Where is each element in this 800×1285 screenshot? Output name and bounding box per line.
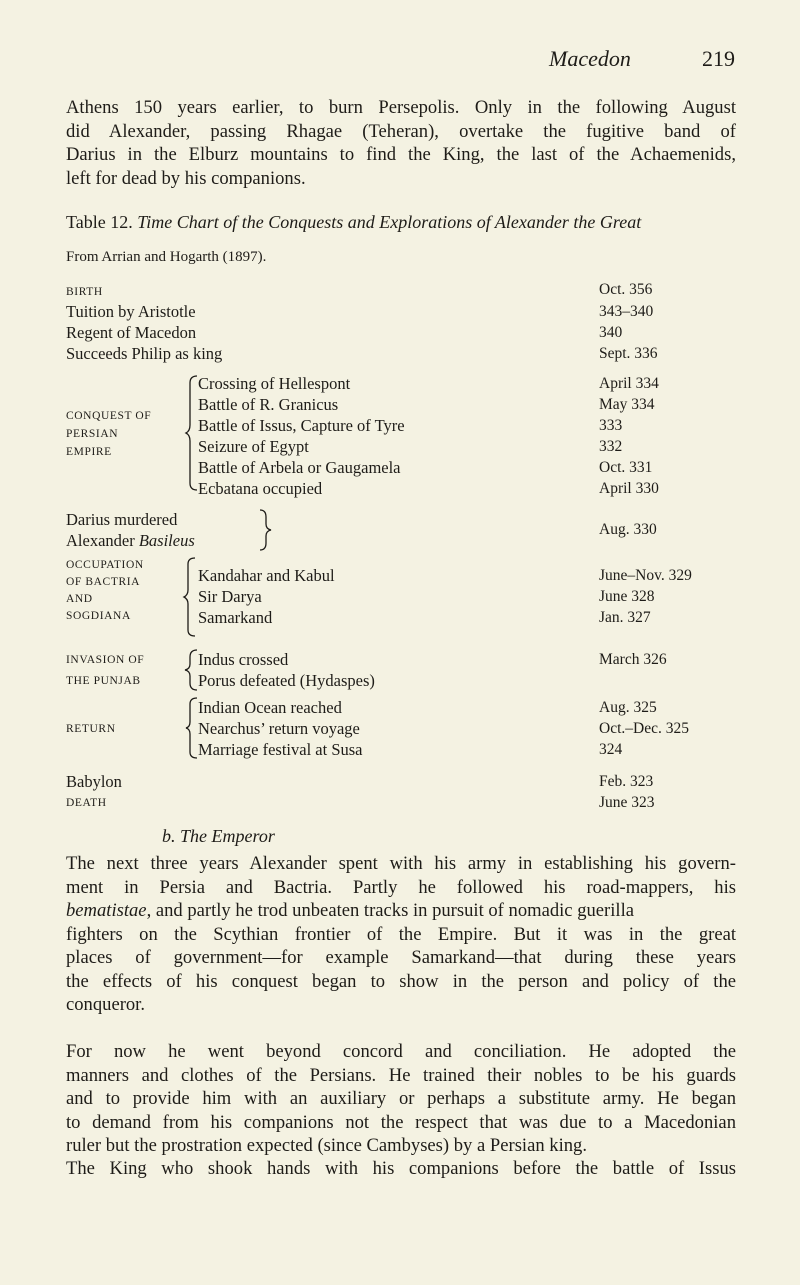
- brace-bactria: [184, 556, 198, 638]
- event-label: Kandahar and Kabul: [198, 566, 335, 585]
- row-succeeds-date: Sept. 336: [599, 345, 658, 362]
- text-line: and to provide him with an auxiliary or perhaps a substitute army. He began: [66, 1088, 736, 1109]
- text-line: fighters on the Scythian frontier of the Empire. But it was in the great: [66, 923, 736, 945]
- text-line: Athens 150 years earlier, to burn Persepolis. Only in the following August: [66, 97, 736, 118]
- event-label: Battle of R. Granicus: [198, 395, 339, 414]
- row-babylon-label: Babylon: [66, 772, 122, 791]
- event-date: 332: [599, 438, 623, 455]
- text-line: to demand from his companions not the respect that was due to a Macedonian: [66, 1111, 736, 1133]
- text-line: places of government—for example Samarkand—that during these years: [66, 947, 736, 968]
- body-paragraph-3: [66, 1157, 736, 1181]
- text-line: For now he went beyond concord and conciliation. He adopted the: [66, 1041, 736, 1062]
- row-birth-label: BIRTH: [66, 286, 103, 298]
- brace-darius: [258, 508, 274, 552]
- event-date: Oct.–Dec. 325: [599, 720, 689, 737]
- event-label: Sir Darya: [198, 587, 262, 606]
- event-label: Seizure of Egypt: [198, 437, 309, 456]
- body-paragraph-2: [66, 1040, 736, 1158]
- row-succeeds-label: Succeeds Philip as king: [66, 344, 223, 363]
- intro-paragraph: [66, 96, 736, 190]
- table-title-text: Time Chart of the Conquests and Explorations of Alexander the Great: [137, 212, 642, 232]
- row-regent-label: Regent of Macedon: [66, 323, 197, 342]
- table-label: Table 12.: [66, 212, 133, 232]
- text-line: ruler but the prostration expected (since Cambyses) by a Persian king.: [66, 1135, 587, 1156]
- section-heading: b. The Emperor: [162, 826, 275, 846]
- table-title: [66, 212, 641, 233]
- event-date: Oct. 331: [599, 459, 653, 476]
- group-bactria-label: OCCUPATION OF BACTRIA AND SOGDIANA: [66, 559, 144, 622]
- text-line: manners and clothes of the Persians. He trained their nobles to be his guards: [66, 1064, 736, 1086]
- row-death-label: DEATH: [66, 797, 107, 809]
- event-label: Ecbatana occupied: [198, 479, 323, 498]
- event-label: Marriage festival at Susa: [198, 740, 363, 759]
- event-date: April 330: [599, 480, 659, 497]
- event-date: 333: [599, 417, 623, 434]
- text-line: conqueror.: [66, 994, 145, 1015]
- group-return-label: RETURN: [66, 723, 116, 735]
- event-label: Crossing of Hellespont: [198, 374, 351, 393]
- row-babylon-date: Feb. 323: [599, 773, 654, 790]
- text-line: did Alexander, passing Rhagae (Teheran), overtake the fugitive band of: [66, 120, 736, 142]
- event-label: Battle of Arbela or Gaugamela: [198, 458, 401, 477]
- running-head: [0, 46, 800, 76]
- row-regent-date: 340: [599, 324, 623, 341]
- event-label: Indian Ocean reached: [198, 698, 342, 717]
- text-line: left for dead by his companions.: [66, 167, 306, 189]
- group-conquest-label: CONQUEST OF PERSIAN EMPIRE: [66, 410, 152, 458]
- event-date: May 334: [599, 396, 655, 413]
- text-line: ment in Persia and Bactria. Partly he followed his road-mappers, his: [66, 876, 736, 898]
- bematistae-term: bematistae: [66, 900, 147, 921]
- text-line: The King who shook hands with his companions before the battle of Issus: [66, 1158, 736, 1179]
- event-date: April 334: [599, 375, 659, 392]
- text-line: bematistae, and partly he trod unbeaten tracks in pursuit of nomadic guerilla: [66, 900, 634, 921]
- event-date: March 326: [599, 651, 667, 668]
- event-date: June 328: [599, 588, 655, 605]
- page-number: 219: [702, 46, 735, 71]
- row-tuition-label: Tuition by Aristotle: [66, 302, 196, 321]
- event-date: June–Nov. 329: [599, 567, 692, 584]
- event-label: Porus defeated (Hydaspes): [198, 671, 375, 690]
- event-date: 324: [599, 741, 623, 758]
- darius-date: Aug. 330: [599, 521, 657, 538]
- darius-line: Darius murdered: [66, 510, 178, 529]
- text-line: Darius in the Elburz mountains to find the King, the last of the Achaemenids,: [66, 144, 736, 165]
- row-birth-date: Oct. 356: [599, 281, 653, 298]
- row-tuition-date: 343–340: [599, 303, 654, 320]
- table-source: From Arrian and Hogarth (1897).: [66, 249, 267, 265]
- event-label: Battle of Issus, Capture of Tyre: [198, 416, 405, 435]
- running-head-title: Macedon: [549, 46, 631, 71]
- event-label: Indus crossed: [198, 650, 289, 669]
- event-date: Jan. 327: [599, 609, 651, 626]
- body-paragraph-1: [66, 852, 736, 1017]
- text-line: The next three years Alexander spent with his army in establishing his govern-: [66, 853, 736, 874]
- row-death-date: June 323: [599, 794, 655, 811]
- event-label: Samarkand: [198, 608, 273, 627]
- text-line: the effects of his conquest began to show in the person and policy of the: [66, 970, 736, 992]
- event-label: Nearchus’ return voyage: [198, 719, 360, 738]
- group-punjab-label: INVASION OF THE PUNJAB: [66, 654, 145, 687]
- event-date: Aug. 325: [599, 699, 657, 716]
- basileus-line: Alexander Basileus: [66, 531, 195, 550]
- brace-punjab: [185, 648, 199, 692]
